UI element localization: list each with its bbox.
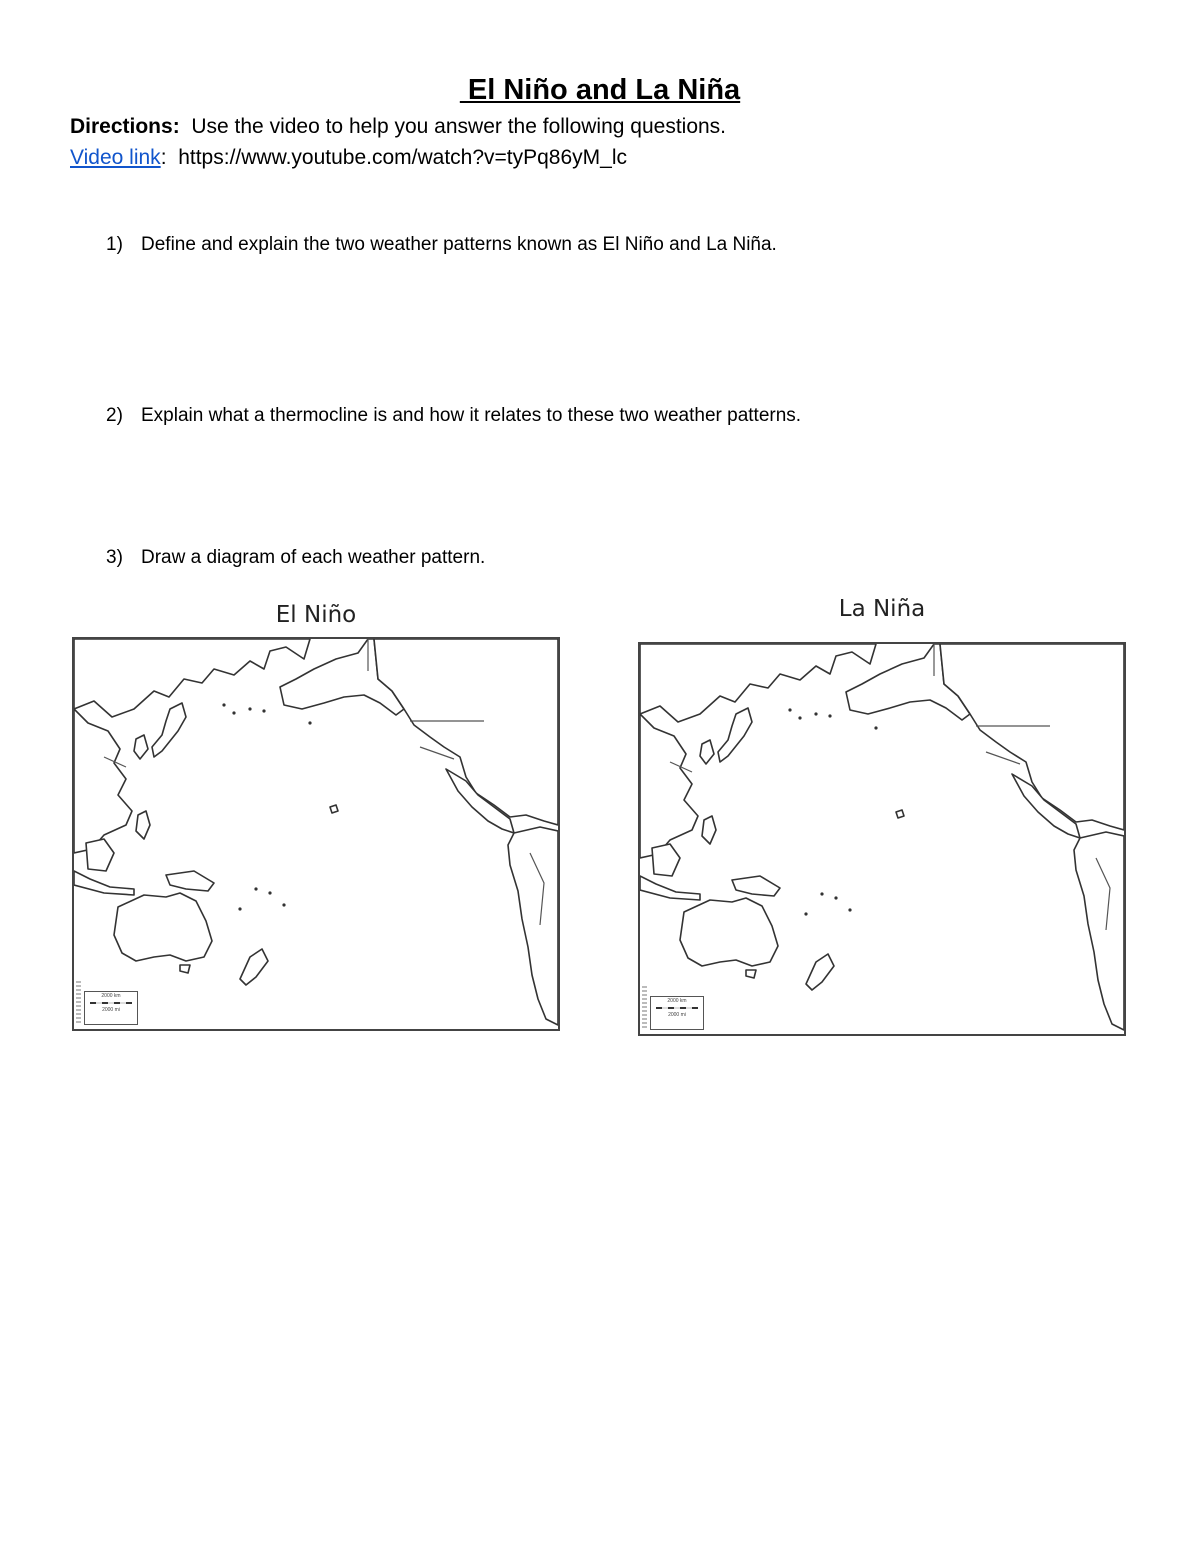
- pacific-outline-map: [640, 644, 1124, 1034]
- island-dot: [268, 891, 271, 894]
- island-dot: [254, 887, 257, 890]
- island-dot: [308, 721, 311, 724]
- landmass-new-guinea: [166, 871, 214, 891]
- landmass-borneo: [86, 839, 114, 871]
- directions: [70, 114, 726, 140]
- video-line: [70, 145, 627, 171]
- directions-label: Directions:: [70, 115, 180, 138]
- question-text: Draw a diagram of each weather pattern.: [141, 547, 486, 568]
- video-link-separator: :: [160, 146, 179, 169]
- map-scale-box: [84, 991, 138, 1025]
- map-credit-strip: [76, 981, 81, 1025]
- landmass-indonesia: [640, 876, 700, 900]
- scale-km: 2000 km: [101, 993, 121, 999]
- island-dot: [788, 708, 791, 711]
- island-dot: [820, 892, 823, 895]
- landmass-australia: [680, 898, 778, 966]
- map-scale-box: [650, 996, 704, 1030]
- island-dot: [828, 714, 831, 717]
- landmass-new-guinea: [732, 876, 780, 896]
- landmass-japan: [152, 703, 186, 757]
- pacific-outline-map: [74, 639, 558, 1029]
- question-number: 2): [106, 405, 123, 426]
- question-2: [106, 404, 801, 428]
- scale-bar: [656, 1007, 698, 1009]
- video-url: https://www.youtube.com/watch?v=tyPq86yM_lc: [178, 146, 627, 169]
- landmass-south-america: [508, 827, 558, 1025]
- island-dot: [282, 903, 285, 906]
- landmass-hawaii: [896, 810, 904, 818]
- question-text: Explain what a thermocline is and how it relates to these two weather patterns.: [141, 405, 802, 426]
- page-title: El Niño and La Niña: [459, 74, 741, 106]
- landmass-philippines: [136, 811, 150, 839]
- island-dot: [874, 726, 877, 729]
- landmass-new-zealand: [806, 954, 834, 990]
- landmass-indonesia: [74, 871, 134, 895]
- island-dot: [804, 912, 807, 915]
- landmass-asia: [640, 644, 876, 722]
- landmass-australia: [114, 893, 212, 961]
- island-dot: [248, 707, 251, 710]
- island-dot: [232, 711, 235, 714]
- landmass-philippines: [702, 816, 716, 844]
- landmass-korea: [700, 740, 714, 764]
- landmass-south-america: [1074, 832, 1124, 1030]
- landmass-asia: [74, 639, 310, 717]
- directions-text: Use the video to help you answer the following questions.: [179, 115, 727, 138]
- island-dot: [238, 907, 241, 910]
- landmass-tasmania: [746, 970, 756, 978]
- island-dot: [834, 896, 837, 899]
- question-number: 3): [106, 547, 123, 568]
- el-nino-map-label: El Niño: [275, 602, 357, 628]
- landmass-korea: [134, 735, 148, 759]
- scale-mi: 2000 mi: [102, 1007, 120, 1013]
- scale-mi: 2000 mi: [668, 1012, 686, 1018]
- landmass-tasmania: [180, 965, 190, 973]
- scale-bar: [90, 1002, 132, 1004]
- la-nina-map-label: La Niña: [838, 596, 926, 622]
- video-link[interactable]: Video link: [70, 146, 161, 169]
- landmass-east-asia: [640, 714, 698, 858]
- question-1: [106, 233, 777, 257]
- la-nina-pacific-map: [638, 642, 1126, 1036]
- map-credit-strip: [642, 986, 647, 1030]
- landmass-new-zealand: [240, 949, 268, 985]
- question-3: [106, 546, 485, 570]
- island-dot: [798, 716, 801, 719]
- question-text: Define and explain the two weather patterns known as El Niño and La Niña.: [141, 234, 777, 255]
- el-nino-pacific-map: [72, 637, 560, 1031]
- question-number: 1): [106, 234, 123, 255]
- island-dot: [848, 908, 851, 911]
- scale-km: 2000 km: [667, 998, 687, 1004]
- landmass-east-asia: [74, 709, 132, 853]
- island-dot: [222, 703, 225, 706]
- landmass-hawaii: [330, 805, 338, 813]
- landmass-japan: [718, 708, 752, 762]
- landmass-borneo: [652, 844, 680, 876]
- island-dot: [262, 709, 265, 712]
- island-dot: [814, 712, 817, 715]
